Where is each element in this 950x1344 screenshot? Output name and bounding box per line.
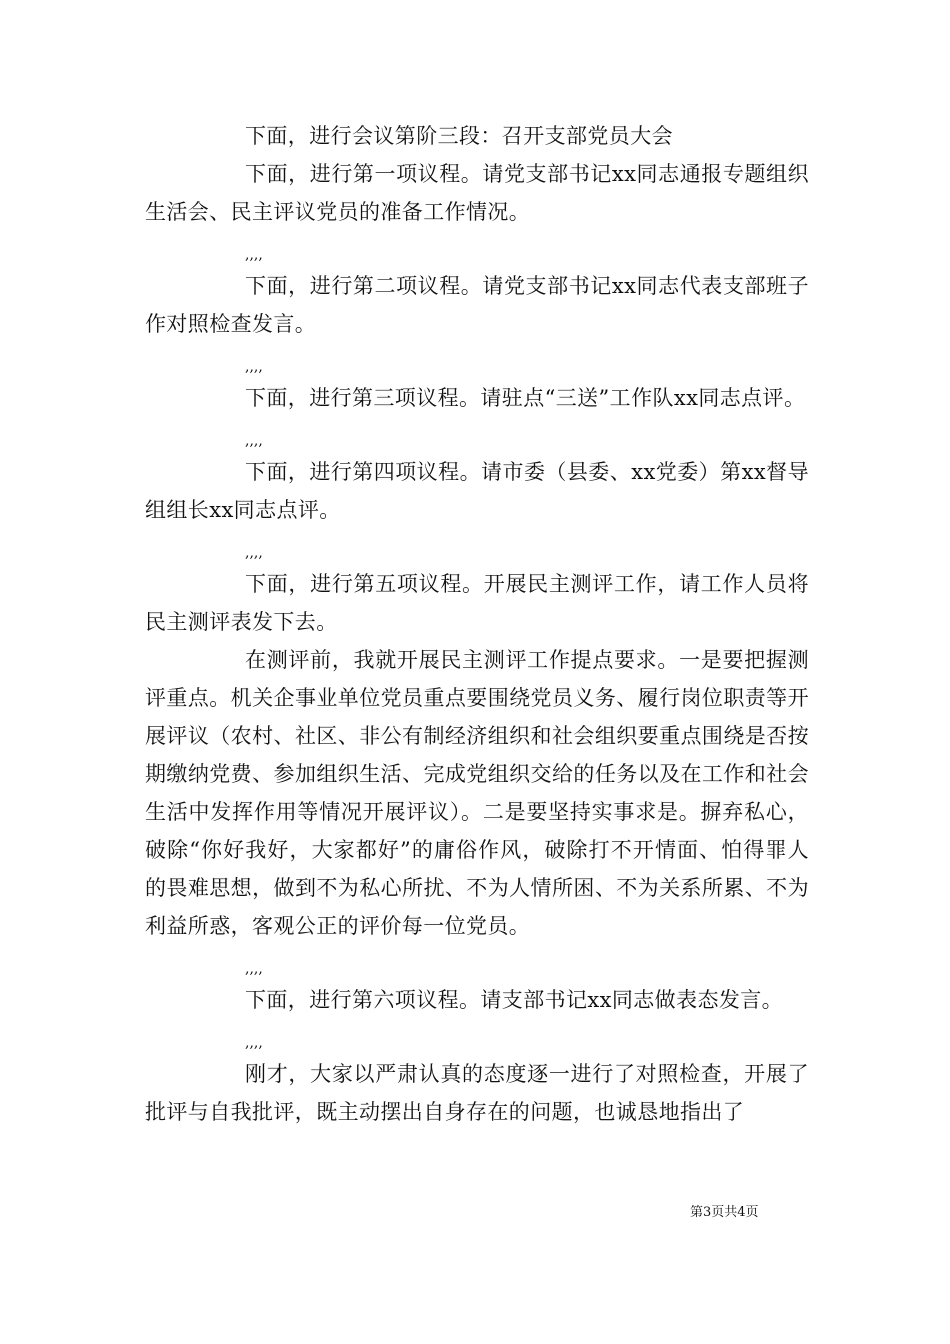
ellipsis-mark: ,,,, <box>245 247 263 263</box>
ellipsis-mark: ,,,, <box>245 433 263 449</box>
paragraph-stage-title: 下面，进行会议第阶三段：召开支部党员大会 <box>245 124 673 148</box>
paragraph-summary: 刚才，大家以严肃认真的态度逐一进行了对照检查，开展了批评与自我批评，既主动摆出自身存在的问题，也诚恳地指出了 <box>145 1062 809 1124</box>
ellipsis-mark: ,,,, <box>245 545 263 561</box>
paragraph-item-5: 下面，进行第五项议程。开展民主测评工作，请工作人员将民主测评表发下去。 <box>145 572 809 634</box>
paragraph-evaluation-requirements: 在测评前，我就开展民主测评工作提点要求。一是要把握测评重点。机关企事业单位党员重点要围绕党员义务、履行岗位职责等开展评议（农村、社区、非公有制经济组织和社会组织要重点围绕是否按期缴纳党费、参加组织生活、完成党组织交给的任务以及在工作和社会生活中发挥作用等情况开展评议）。二是要坚持实事求是。摒弃私心，破除“你好我好，大家都好”的庸俗作风，破除打不开情面、怕得罪人的畏难思想，做到不为私心所扰、不为人情所困、不为关系所累、不为利益所惑，客观公正的评价每一位党员。 <box>145 648 809 938</box>
paragraph-item-6: 下面，进行第六项议程。请支部书记xx同志做表态发言。 <box>245 988 784 1012</box>
paragraph-item-1: 下面，进行第一项议程。请党支部书记xx同志通报专题组织生活会、民主评议党员的准备工作情况。 <box>145 162 809 224</box>
page-number-footer: 第3页共4页 <box>690 1205 759 1220</box>
paragraph-item-4: 下面，进行第四项议程。请市委（县委、xx党委）第xx督导组组长xx同志点评。 <box>145 460 809 522</box>
paragraph-item-2: 下面，进行第二项议程。请党支部书记xx同志代表支部班子作对照检查发言。 <box>145 274 809 336</box>
ellipsis-mark: ,,,, <box>245 1035 263 1051</box>
ellipsis-mark: ,,,, <box>245 961 263 977</box>
ellipsis-mark: ,,,, <box>245 359 263 375</box>
document-body <box>145 117 809 1131</box>
paragraph-item-3: 下面，进行第三项议程。请驻点“三送”工作队xx同志点评。 <box>245 386 806 410</box>
